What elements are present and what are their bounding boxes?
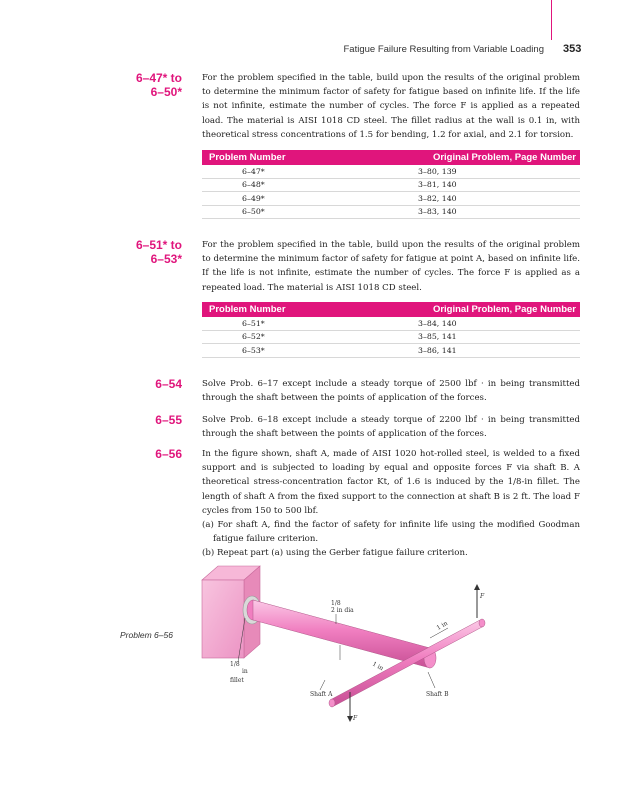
table-row: 6–49* 3–82, 140: [202, 192, 580, 206]
table-row: 6–50* 3–83, 140: [202, 205, 580, 219]
svg-text:1/8: 1/8: [230, 661, 240, 668]
shaft-b-label: Shaft B: [426, 691, 449, 698]
page-number: 353: [563, 43, 582, 55]
running-head: Fatigue Failure Resulting from Variable Loading: [343, 44, 544, 55]
problem-text-6-54: Solve Prob. 6–17 except include a steady torque of 2500 lbf · in being transmitted through the shaft between the points of application of the forces.: [202, 379, 580, 404]
table-row: 6–51* 3–84, 140: [202, 317, 580, 330]
table-header-problem-number: Problem Number: [202, 302, 365, 317]
problem-text-6-55: Solve Prob. 6–18 except include a steady torque of 2200 lbf · in being transmitted through the shaft between the points of application of the forces.: [202, 415, 580, 440]
svg-text:F: F: [353, 715, 358, 722]
svg-text:F: F: [480, 593, 485, 600]
table-header-problem-number: Problem Number: [202, 150, 365, 165]
problem-number-6-56: 6–56: [155, 447, 182, 461]
svg-text:in: in: [242, 668, 248, 675]
length-label-2: 1 in: [371, 660, 385, 673]
problem-text-6-51: For the problem specified in the table, build upon the results of the original problem to determine the minimum factor of safety for fatigue at point A, based on infinite life. If the life is not infinite, estimate the number of cycles. The force F is applied as a repeated load. The material is AISI 1018 CD steel.: [202, 240, 580, 293]
table-header-original-problem: Original Problem, Page Number: [365, 302, 580, 317]
dia-label: 2 in dia: [331, 607, 354, 614]
shaft-a-label: Shaft A: [310, 691, 333, 698]
problem-number-6-51-6-53: 6–51* to 6–53*: [135, 238, 182, 266]
problem-table-6-47: [202, 150, 580, 219]
problem-table-6-51: [202, 302, 580, 358]
table-row: 6–47* 3–80, 139: [202, 165, 580, 178]
problem-text-6-47: For the problem specified in the table, build upon the results of the original problem to determine the minimum factor of safety for fatigue based on infinite life. If the life is not infinite, estimate the number of cycles. The force F is applied as a repeated load. The material is AISI 1018 CD steel. The fillet radius at the wall is 0.1 in, with theoretical stress concentrations of 1.5 for bending, 1.2 for axial, and 2.1 for torsion.: [202, 73, 580, 140]
problem-number-6-47-6-50: 6–47* to 6–50*: [135, 71, 182, 99]
table-row: 6–48* 3–81, 140: [202, 178, 580, 192]
svg-text:fillet: fillet: [230, 677, 244, 684]
shaft-figure: [190, 560, 510, 730]
table-header-original-problem: Original Problem, Page Number: [365, 150, 580, 165]
table-row: 6–52* 3–85, 141: [202, 330, 580, 344]
problem-number-6-54: 6–54: [155, 377, 182, 391]
problem-6-56-part-b: (b) Repeat part (a) using the Gerber fatigue failure criterion.: [202, 548, 468, 559]
problem-6-56-body: In the figure shown, shaft A, made of AISI 1020 hot-rolled steel, is welded to a fixed support and is subjected to loading by equal and opposite forces F via shaft B. A theoretical stress-concentration factor Kt, of 1.6 is induced by the 1/8-in fillet. The length of shaft A from the fixed support to the connection at shaft B is 2 ft. The load F cycles from 150 to 500 lbf.: [202, 449, 580, 516]
problem-6-56-part-a: (a) For shaft A, find the factor of safety for infinite life using the modified Goodman fatigue failure criterion.: [202, 520, 580, 545]
dia-frac-label: 1/8: [331, 600, 341, 607]
figure-caption: Problem 6–56: [120, 630, 173, 640]
force-arrow-top: [474, 584, 485, 618]
table-row: 6–53* 3–86, 141: [202, 344, 580, 358]
problem-number-6-55: 6–55: [155, 413, 182, 427]
length-label-1: 1 in: [435, 619, 449, 632]
problem-text-6-56: [202, 447, 580, 561]
header-rule: [551, 0, 552, 40]
